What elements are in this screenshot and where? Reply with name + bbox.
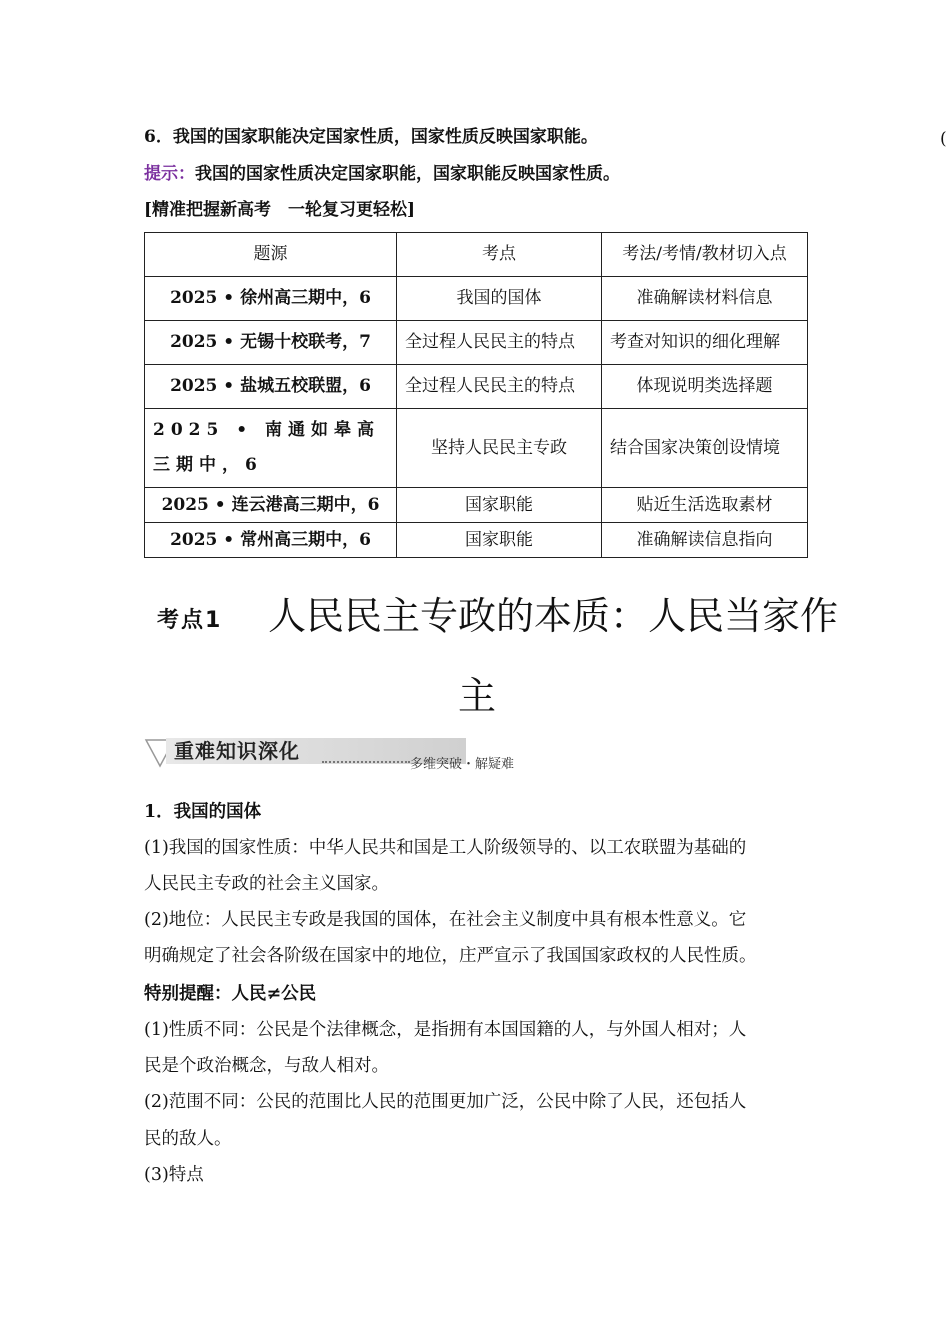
table-cell-topic: 全过程人民民主的特点 (397, 365, 602, 409)
section-heading: [精准把握新高考 一轮复习更轻松] (144, 200, 416, 220)
paragraph-line: 民的敌人。 (144, 1129, 232, 1149)
table-cell-topic: 我国的国体 (397, 277, 602, 321)
banner-subtitle: 多维突破・解疑难 (410, 757, 515, 772)
table-header-cell: 考点 (397, 233, 602, 277)
table-cell-source: 2025 • 无锡十校联考，7 (145, 321, 397, 365)
kaodian-label: 考点1 (157, 608, 223, 633)
table-header-cell: 题源 (145, 233, 397, 277)
answer-paren: ( (940, 129, 947, 149)
table-row (145, 321, 808, 365)
table-cell-approach: 准确解读材料信息 (602, 277, 808, 321)
hint-label: 提示： (144, 164, 195, 184)
table-cell-source: 2025 • 南通如皋高三期中，6 (145, 409, 397, 488)
table-cell-topic: 全过程人民民主的特点 (397, 321, 602, 365)
table-cell-source: 2025 • 盐城五校联盟，6 (145, 365, 397, 409)
kaodian-title-continued: 主 (458, 674, 497, 718)
banner-dots (322, 761, 410, 763)
paragraph-line: (2)地位：人民民主专政是我国的国体，在社会主义制度中具有根本性意义。它 (144, 910, 747, 930)
table-cell-approach: 结合国家决策创设情境 (602, 409, 808, 488)
paragraph-line: 人民民主专政的社会主义国家。 (144, 874, 389, 894)
paragraph-line: 明确规定了社会各阶级在国家中的地位，庄严宣示了我国国家政权的人民性质。 (144, 946, 757, 966)
table-row (145, 523, 808, 558)
table-row (145, 277, 808, 321)
hint-text: 我国的国家性质决定国家职能，国家职能反映国家性质。 (195, 164, 620, 184)
paragraph-line: (2)范围不同：公民的范围比人民的范围更加广泛，公民中除了人民，还包括人 (144, 1092, 747, 1112)
table-cell-source: 2025 • 常州高三期中，6 (145, 523, 397, 558)
table-cell-approach: 准确解读信息指向 (602, 523, 808, 558)
table-cell-approach: 体现说明类选择题 (602, 365, 808, 409)
table-cell-approach: 贴近生活选取素材 (602, 488, 808, 523)
table-header-cell: 考法/考情/教材切入点 (602, 233, 808, 277)
hint (144, 163, 620, 185)
paragraph-line: (3)特点 (144, 1165, 204, 1185)
table-cell-topic: 国家职能 (397, 523, 602, 558)
tip-heading: 特别提醒：人民≠公民 (144, 984, 317, 1004)
paragraph-line: (1)我国的国家性质：中华人民共和国是工人阶级领导的、以工农联盟为基础的 (144, 838, 747, 858)
table-row (145, 488, 808, 523)
content-heading: 1．我国的国体 (144, 802, 262, 822)
paragraph-line: 民是个政治概念，与敌人相对。 (144, 1056, 389, 1076)
table-cell-topic: 坚持人民民主专政 (397, 409, 602, 488)
table-cell-topic: 国家职能 (397, 488, 602, 523)
table-cell-source: 2025 • 徐州高三期中，6 (145, 277, 397, 321)
table-header-row (145, 233, 808, 277)
question-6: 6．我国的国家职能决定国家性质，国家性质反映国家职能。 (144, 127, 598, 147)
kaodian-title: 人民民主专政的本质：人民当家作 (268, 594, 839, 638)
section-banner (144, 736, 544, 772)
table-cell-approach: 考查对知识的细化理解 (602, 321, 808, 365)
paragraph-line: (1)性质不同：公民是个法律概念，是指拥有本国国籍的人，与外国人相对；人 (144, 1020, 747, 1040)
table-cell-source: 2025 • 连云港高三期中，6 (145, 488, 397, 523)
exam-source-table (144, 232, 808, 558)
banner-title: 重难知识深化 (174, 739, 300, 763)
table-row (145, 365, 808, 409)
table-row (145, 409, 808, 488)
